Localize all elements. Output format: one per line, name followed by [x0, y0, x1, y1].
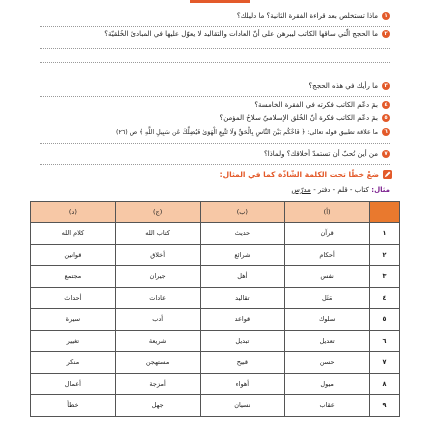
table-header: (ب) — [200, 202, 285, 223]
table-cell[interactable]: تغيير — [31, 330, 116, 352]
question-number: ٣ — [382, 82, 390, 90]
table-cell[interactable]: منكر — [31, 352, 116, 374]
table-cell[interactable]: حسن — [285, 352, 370, 374]
table-cell[interactable]: تبديل — [200, 330, 285, 352]
table-cell[interactable]: أحكام — [285, 244, 370, 266]
table-row — [31, 287, 400, 309]
table-cell[interactable]: أعمال — [31, 373, 116, 395]
odd-word-table — [30, 201, 400, 417]
table-cell[interactable]: سلوك — [285, 309, 370, 331]
table-cell[interactable]: قواعد — [200, 309, 285, 331]
answer-line — [40, 96, 390, 97]
table-cell[interactable]: قرآن — [285, 223, 370, 245]
table-cell[interactable]: تعديل — [285, 330, 370, 352]
table-cell[interactable]: مستهجن — [115, 352, 200, 374]
table-cell[interactable]: تقاليد — [200, 287, 285, 309]
row-number: ١ — [370, 223, 400, 245]
table-cell[interactable]: أهواء — [200, 373, 285, 395]
question-number: ٦ — [382, 128, 390, 136]
example-odd-word: مدرّس — [291, 186, 311, 194]
table-cell[interactable]: مَثَل — [285, 287, 370, 309]
table-cell[interactable]: ميول — [285, 373, 370, 395]
question-2 — [104, 30, 390, 38]
table-header: (د) — [31, 202, 116, 223]
answer-line — [40, 143, 390, 144]
table-row — [31, 266, 400, 288]
table-cell[interactable]: شرائع — [200, 244, 285, 266]
exercise-title: ضعْ خطًا تحت الكلمة الشّاذّة كما في المثال: — [220, 170, 392, 179]
table-header-corner — [370, 202, 400, 223]
table-cell[interactable]: مجتمع — [31, 266, 116, 288]
row-number: ٢ — [370, 244, 400, 266]
table-cell[interactable]: كلام الله — [31, 223, 116, 245]
question-3 — [308, 82, 390, 90]
table-cell[interactable]: أخلاق — [115, 244, 200, 266]
answer-line — [40, 62, 390, 63]
table-cell[interactable]: جيران — [115, 266, 200, 288]
example-words: كتاب - قلم - دفتر - — [313, 186, 369, 194]
question-text: ماذا تستخلص بعد قراءة الفقرة الثانية؟ ما دليلك؟ — [236, 12, 378, 20]
row-number: ٩ — [370, 395, 400, 417]
question-number: ١ — [382, 12, 390, 20]
table-cell[interactable]: جهل — [115, 395, 200, 417]
row-number: ٧ — [370, 352, 400, 374]
pencil-icon — [383, 170, 392, 179]
row-number: ٤ — [370, 287, 400, 309]
table-cell[interactable]: حديث — [200, 223, 285, 245]
table-row — [31, 395, 400, 417]
table-cell[interactable]: شريعة — [115, 330, 200, 352]
answer-line — [40, 48, 390, 49]
question-number: ٥ — [382, 114, 390, 122]
answer-line — [40, 26, 390, 27]
table-row — [31, 244, 400, 266]
table-header: (أ) — [285, 202, 370, 223]
question-1 — [237, 12, 390, 20]
table-cell[interactable]: أدب — [115, 309, 200, 331]
question-number: ٢ — [382, 30, 390, 38]
table-cell[interactable]: نسيان — [200, 395, 285, 417]
table-cell[interactable]: قبيح — [200, 352, 285, 374]
row-number: ٦ — [370, 330, 400, 352]
table-cell[interactable]: نفس — [285, 266, 370, 288]
table-cell[interactable]: أحداث — [31, 287, 116, 309]
table-row — [31, 330, 400, 352]
question-text: بمَ دعّم الكاتب فكرته في الفقرة الخامسة؟ — [254, 101, 378, 109]
question-text: ما رأيك في هذه الحجج؟ — [308, 82, 378, 90]
question-6 — [116, 128, 390, 136]
example-label: مثال: — [371, 186, 390, 194]
table-row — [31, 309, 400, 331]
top-accent-strip — [190, 0, 250, 3]
question-text: بمَ دعّم الكاتب فكرة أنّ الخُلق الإسلاميّ سلاحُ المؤمن؟ — [219, 114, 378, 122]
answer-line — [40, 164, 390, 165]
question-text: ما علاقة تطبيق قوله تعالى: ﴿ فَاحْكُم بَيْنَ النَّاسِ بِالْحَقِّ وَلَا تَتَّبِعِ الْهَوَىٰ فَيُضِلَّكَ عَن سَبِيلِ اللَّهِ ﴾ ص (٢٦) — [115, 128, 378, 136]
row-number: ٨ — [370, 373, 400, 395]
table-header-row — [31, 202, 400, 223]
table-header: (ج) — [115, 202, 200, 223]
table-cell[interactable]: أهل — [200, 266, 285, 288]
table-row — [31, 223, 400, 245]
table-cell[interactable]: كتاب الله — [115, 223, 200, 245]
table-cell[interactable]: قوانين — [31, 244, 116, 266]
table-cell[interactable]: عقاب — [285, 395, 370, 417]
table-cell[interactable]: عادات — [115, 287, 200, 309]
table-cell[interactable]: سيرة — [31, 309, 116, 331]
question-text: ما الحجج الّتي ساقها الكاتب ليبرهن على أنّ العادات والتقاليد لا يعوّل عليها في المبادئ الخُلقيّة؟ — [104, 30, 378, 38]
question-5 — [220, 114, 391, 122]
question-number: ٤ — [382, 101, 390, 109]
table-row — [31, 373, 400, 395]
row-number: ٥ — [370, 309, 400, 331]
table-cell[interactable]: أمزجة — [115, 373, 200, 395]
example-line — [291, 186, 390, 194]
table-cell[interactable]: خطأ — [31, 395, 116, 417]
question-number: ٧ — [382, 150, 390, 158]
question-7 — [264, 150, 390, 158]
table-row — [31, 352, 400, 374]
question-text: من أين تُحبّ أن تستمدّ أخلاقك؟ ولماذا؟ — [264, 150, 378, 158]
question-4 — [254, 101, 390, 109]
row-number: ٣ — [370, 266, 400, 288]
